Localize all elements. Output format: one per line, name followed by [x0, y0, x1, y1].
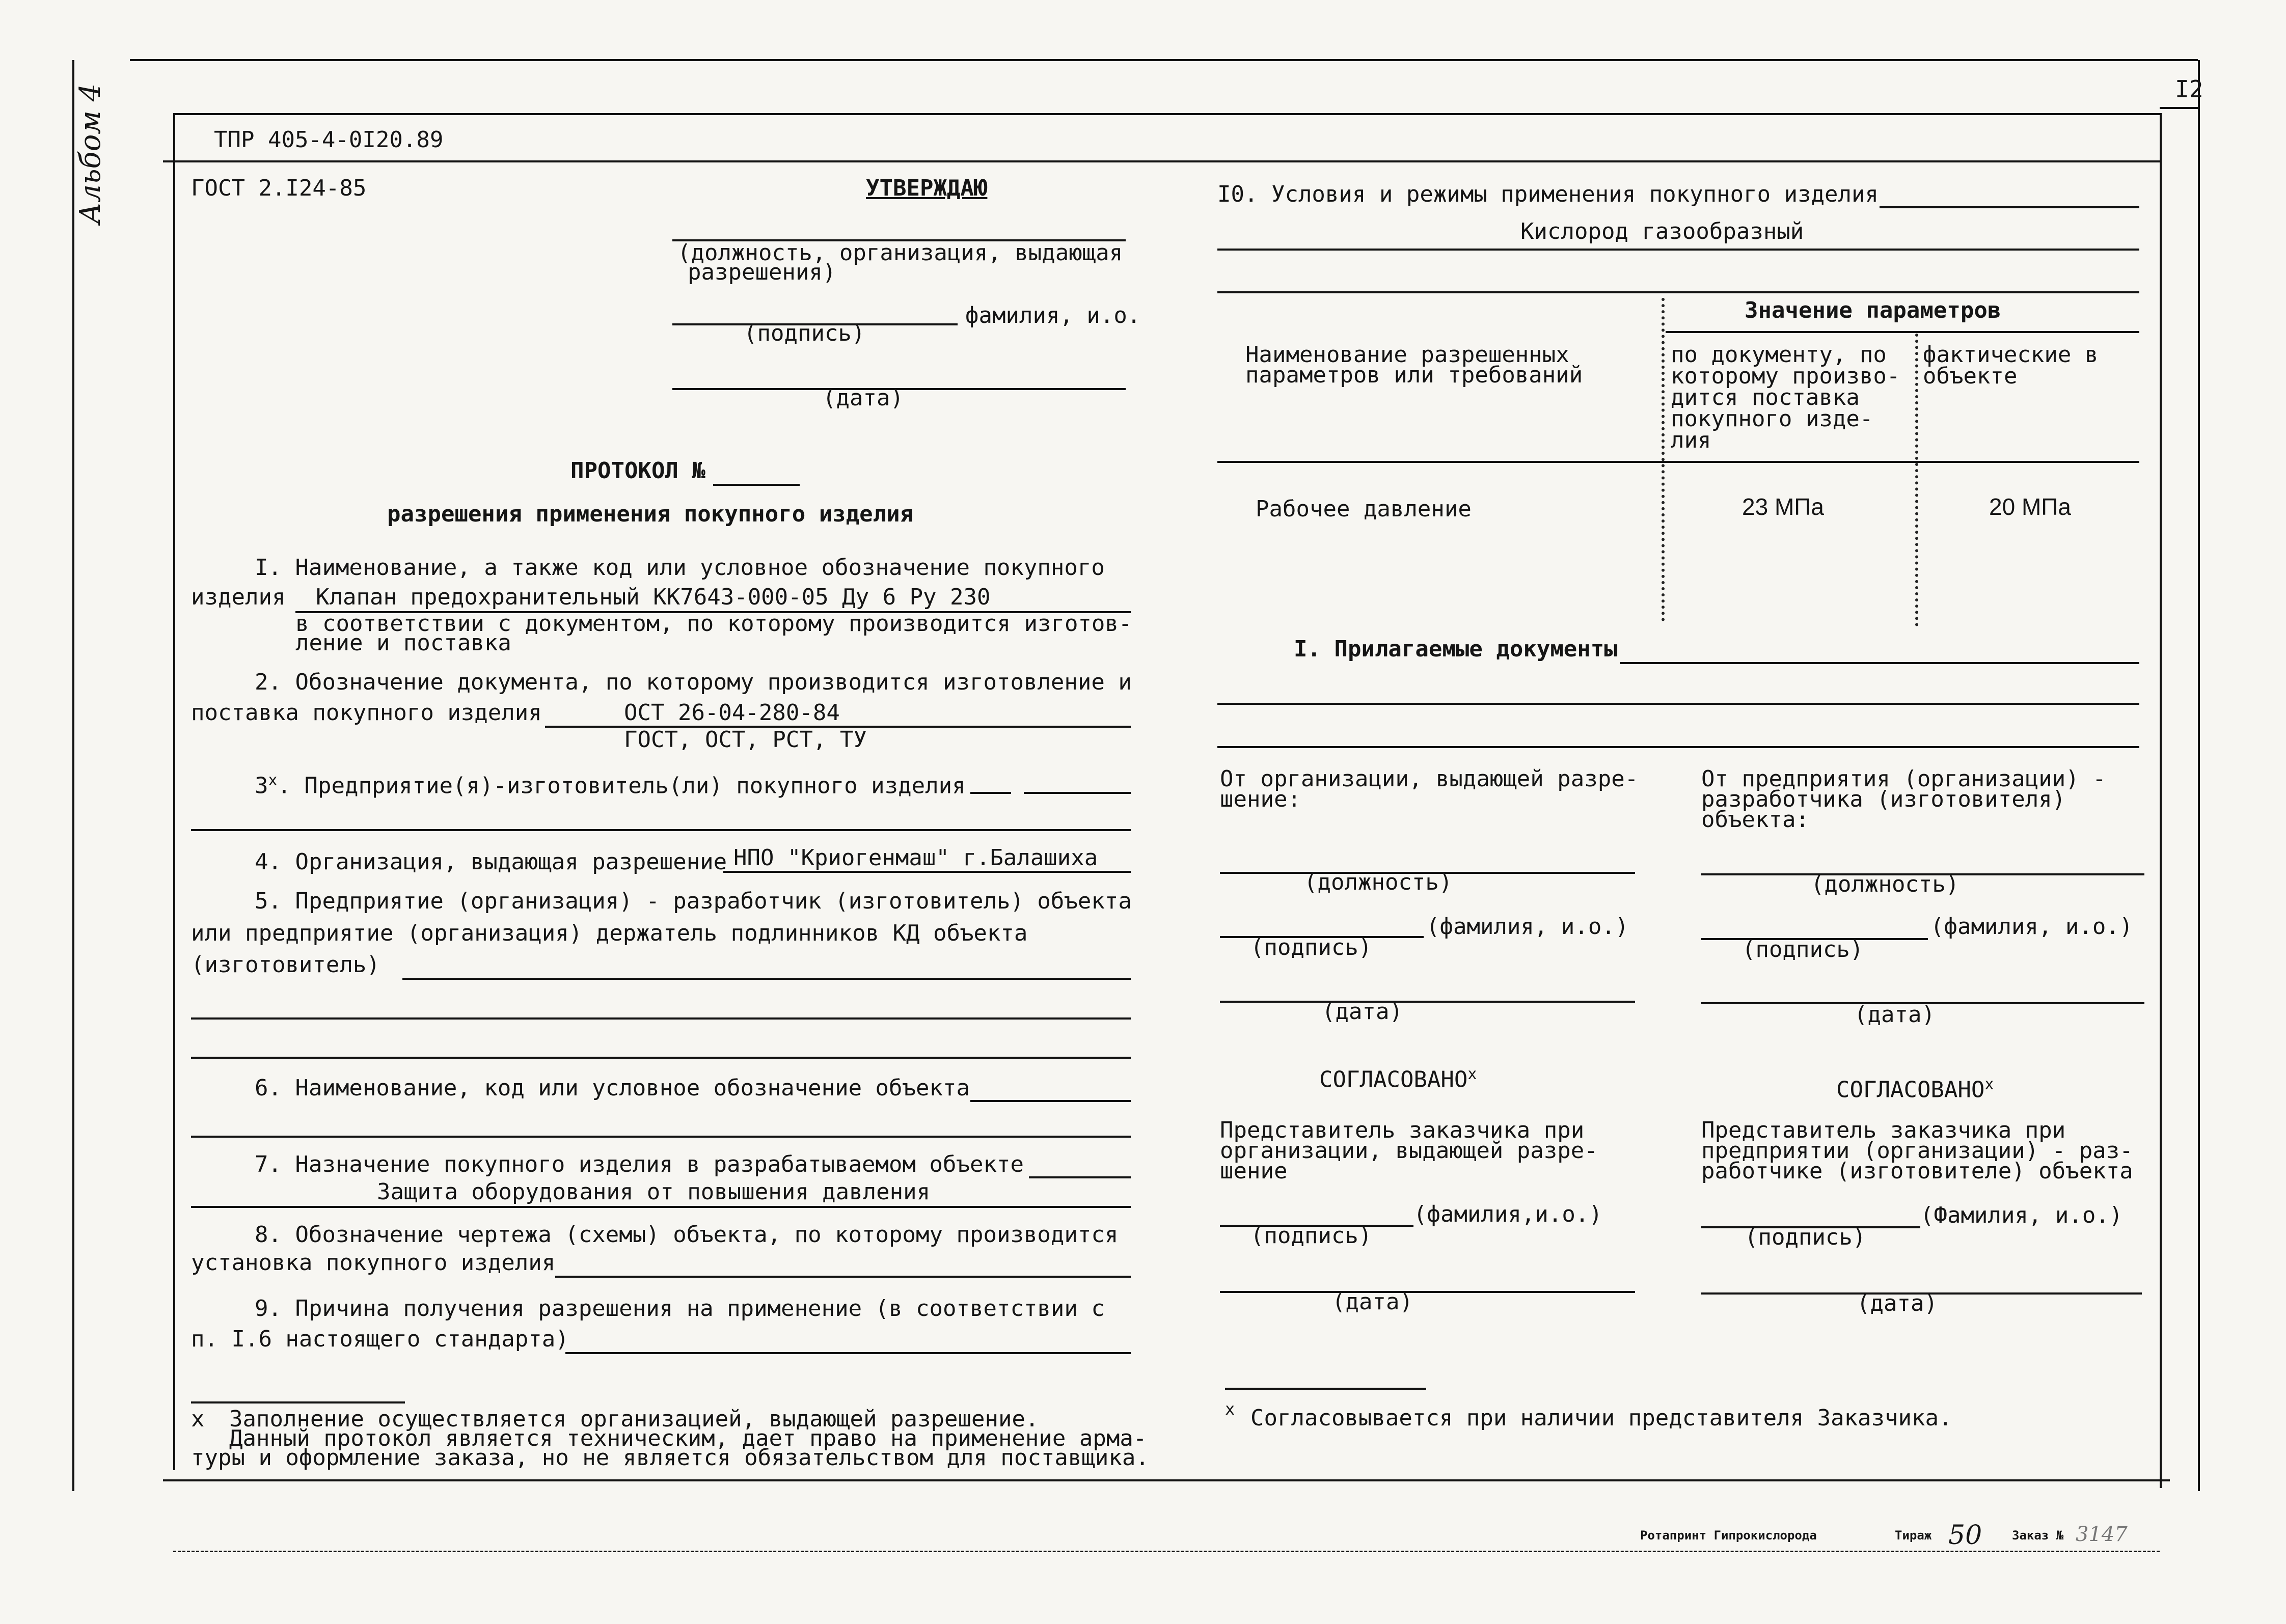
item-2-value: ОСТ 26-04-280-84: [624, 700, 840, 726]
agreed-left-name-label: (фамилия,и.о.): [1413, 1201, 1602, 1227]
org-right-header-3: объекта:: [1701, 807, 1809, 833]
org-right-name-label: (фамилия, и.о.): [1930, 914, 2133, 940]
agreed-right-line-3: работчике (изготовителе) объекта: [1701, 1158, 2133, 1184]
protocol-number-line: [713, 484, 800, 486]
agreed-left-line-2: организации, выдающей разре-: [1220, 1138, 1598, 1164]
item-10-title: I0. Условия и режимы применения покупного изделия: [1217, 181, 1879, 207]
right-footnote-text: Согласовывается при наличии представителя Заказчика.: [1250, 1405, 1952, 1431]
item-1-value: Клапан предохранительный КК7643-000-05 Ду 6 Ру 230: [316, 584, 991, 610]
table-col3-header-1: фактические в: [1923, 342, 2099, 368]
agreed-right-signature-label: (подпись): [1745, 1224, 1866, 1250]
org-left-name-label: (фамилия, и.о.): [1426, 914, 1629, 940]
agreed-right-name-label: (Фамилия, и.о.): [1920, 1202, 2123, 1228]
table-group-rule: [1666, 331, 2139, 333]
left-border-outer: [72, 60, 74, 1491]
footnote-line-3: туры и оформление заказа, но не является обязательством для поставщика.: [191, 1445, 1149, 1471]
gost-number: ГОСТ 2.I24-85: [191, 175, 367, 201]
footnote-mark: x: [191, 1406, 205, 1432]
item-3-line-2: [191, 829, 1131, 831]
org-right-header: От предприятия (организации) -: [1701, 766, 2106, 792]
attachments-line: [1620, 662, 2139, 664]
item-5-line-2: или предприятие (организация) держатель подлинников КД объекта: [191, 920, 1028, 946]
item-5-line-3: (изготовитель): [191, 952, 380, 978]
agreed-left-title: СОГЛАСОВАНО$^x$: [1319, 1065, 1477, 1093]
item-10-line: [1880, 206, 2139, 208]
item-7-value: Защита оборудования от повышения давления: [377, 1179, 931, 1205]
table-col2-header-2: которому произво-: [1671, 363, 1900, 389]
org-right-header-2: разработчика (изготовителя): [1701, 786, 2066, 812]
item-3-line-a: [970, 792, 1011, 794]
footnote-line-2: Данный протокол является техническим, дает право на применение арма-: [229, 1425, 1147, 1451]
item-2-title: 2. Обозначение документа, по которому производится изготовление и: [255, 669, 1132, 695]
table-col-divider-2: [1915, 334, 1918, 626]
document-code: ТПР 405-4-0I20.89: [214, 127, 444, 153]
agreed-left-signature-label: (подпись): [1250, 1223, 1372, 1249]
approve-signature-label: (подпись): [744, 320, 865, 346]
right-footnote-mark: x: [1225, 1399, 1235, 1419]
approve-date-label: (дата): [823, 385, 904, 411]
item-1-title: I. Наименование, а также код или условное обозначение покупного: [255, 555, 1105, 581]
org-left-header-2: шение:: [1220, 786, 1301, 812]
footnote-line-1: Заполнение осуществляется организацией, выдающей разрешение.: [229, 1406, 1039, 1432]
org-left-position-label: (должность): [1304, 869, 1453, 895]
org-left-date-line: [1220, 1001, 1635, 1003]
right-border-inner: [2160, 113, 2162, 1488]
item-8-line: [555, 1276, 1131, 1278]
agreed-left-line-1: Представитель заказчика при: [1220, 1117, 1585, 1143]
agreed-left-line-3: шение: [1220, 1158, 1288, 1184]
agreed-left-date-line: [1220, 1291, 1635, 1293]
item-3-line-b: [1024, 792, 1131, 794]
table-col2-header-4: покупного изде-: [1671, 406, 1873, 432]
right-footnote-rule: [1225, 1388, 1426, 1390]
table-header-rule: [1217, 461, 2139, 463]
approve-position-label: (должность, организация, выдающая: [677, 240, 1123, 266]
item-10-value: Кислород газообразный: [1520, 218, 1804, 244]
table-col2-header-3: дится поставка: [1671, 384, 1860, 410]
item-8-title: 8. Обозначение чертежа (схемы) объекта, по которому производится: [255, 1222, 1119, 1248]
item-5-line-a: [402, 978, 1131, 980]
table-cell-by-document: 23 МПа: [1742, 493, 1824, 520]
item-4-value: НПО "Криогенмаш" г.Балашиха: [733, 845, 1098, 871]
table-col2-header-1: по документу, по: [1671, 342, 1887, 368]
item-9-title: 9. Причина получения разрешения на применение (в соответствии с: [255, 1296, 1105, 1322]
org-right-date-label: (дата): [1854, 1002, 1935, 1028]
item-9-line-2: п. I.6 настоящего стандарта): [191, 1326, 569, 1352]
approve-position-label-2: разрешения): [688, 259, 836, 285]
item-2-note: ГОСТ, ОСТ, РСТ, ТУ: [624, 727, 867, 753]
table-group-header: Значение параметров: [1745, 297, 2001, 323]
approve-name-label: фамилия, и.о.: [965, 302, 1141, 328]
agreed-right-line-1: Представитель заказчика при: [1701, 1117, 2066, 1143]
sheet-number: I2: [2175, 75, 2203, 103]
printer-label: Ротапринт Гипрокислорода: [1640, 1528, 1817, 1543]
table-cell-actual: 20 МПа: [1989, 493, 2071, 520]
sheet-box-line: [2160, 107, 2198, 109]
item-2-prefix: поставка покупного изделия: [191, 700, 542, 726]
table-col3-header-2: объекте: [1923, 363, 2018, 389]
attachments-line-3: [1217, 746, 2139, 748]
table-col-divider-1: [1662, 298, 1665, 621]
run-label: Тираж: [1895, 1528, 1932, 1543]
item-4-title: 4. Организация, выдающая разрешение: [255, 849, 727, 875]
attachments-title: I. Прилагаемые документы: [1294, 636, 1618, 662]
top-border-inner: [173, 113, 2160, 115]
agreed-left-date-label: (дата): [1332, 1289, 1413, 1315]
protocol-subtitle: разрешения применения покупного изделия: [387, 501, 914, 527]
agreed-right-date-label: (дата): [1857, 1290, 1938, 1316]
org-left-date-label: (дата): [1322, 999, 1403, 1025]
agreed-right-line-2: предприятии (организации) - раз-: [1701, 1138, 2133, 1164]
item-8-line-2: установка покупного изделия: [191, 1250, 556, 1276]
table-col2-header-5: лия: [1671, 427, 1711, 453]
approve-title: УТВЕРЖДАЮ: [866, 175, 988, 201]
attachments-line-2: [1217, 703, 2139, 705]
header-rule: [163, 160, 2160, 162]
table-col1-header-2: параметров или требований: [1245, 362, 1583, 388]
album-note: Альбом 4: [74, 83, 107, 224]
order-value: 3147: [2076, 1523, 2128, 1546]
protocol-title: ПРОТОКОЛ №: [570, 458, 705, 484]
item-6-line-2: [191, 1136, 1131, 1138]
right-border-outer: [2198, 60, 2200, 1491]
item-7-line: [1029, 1176, 1131, 1178]
table-col1-header: Наименование разрешенных: [1245, 342, 1569, 368]
item-6-title: 6. Наименование, код или условное обозначение объекта: [255, 1075, 970, 1101]
item-1-prefix: изделия: [191, 584, 286, 610]
org-right-signature-label: (подпись): [1742, 937, 1864, 962]
org-left-header: От организации, выдающей разре-: [1220, 766, 1639, 792]
table-cell-parameter: Рабочее давление: [1256, 496, 1472, 522]
order-label: Заказ №: [2012, 1528, 2064, 1543]
item-5-line-c: [191, 1057, 1131, 1059]
run-value: 50: [1948, 1520, 1982, 1551]
item-9-line: [565, 1352, 1131, 1354]
cut-line: [173, 1551, 2160, 1552]
item-6-line: [970, 1100, 1131, 1102]
item-5-line-b: [191, 1017, 1131, 1020]
agreed-right-title: СОГЛАСОВАНО$^x$: [1836, 1076, 1994, 1103]
item-7-value-line: [191, 1206, 1131, 1208]
left-border-inner: [173, 113, 175, 1470]
item-3-title: 3$^x$. Предприятие(я)-изготовитель(ли) покупного изделия: [255, 772, 966, 799]
org-left-signature-label: (подпись): [1250, 934, 1372, 960]
item-1-note: в соответствии с документом, по которому производится изготов-: [295, 611, 1132, 637]
item-1-note-2: ление и поставка: [295, 630, 511, 656]
item-4-value-line: [723, 871, 1131, 873]
item-10-value-line: [1217, 249, 2139, 251]
item-5-title: 5. Предприятие (организация) - разработчик (изготовитель) объекта: [255, 888, 1132, 914]
org-right-position-label: (должность): [1811, 871, 1960, 897]
top-border-outer: [130, 59, 2198, 61]
item-7-title: 7. Назначение покупного изделия в разрабатываемом объекте: [255, 1151, 1024, 1177]
bottom-border: [163, 1479, 2170, 1481]
table-top-rule: [1217, 291, 2139, 293]
footnote-rule: [191, 1401, 405, 1403]
